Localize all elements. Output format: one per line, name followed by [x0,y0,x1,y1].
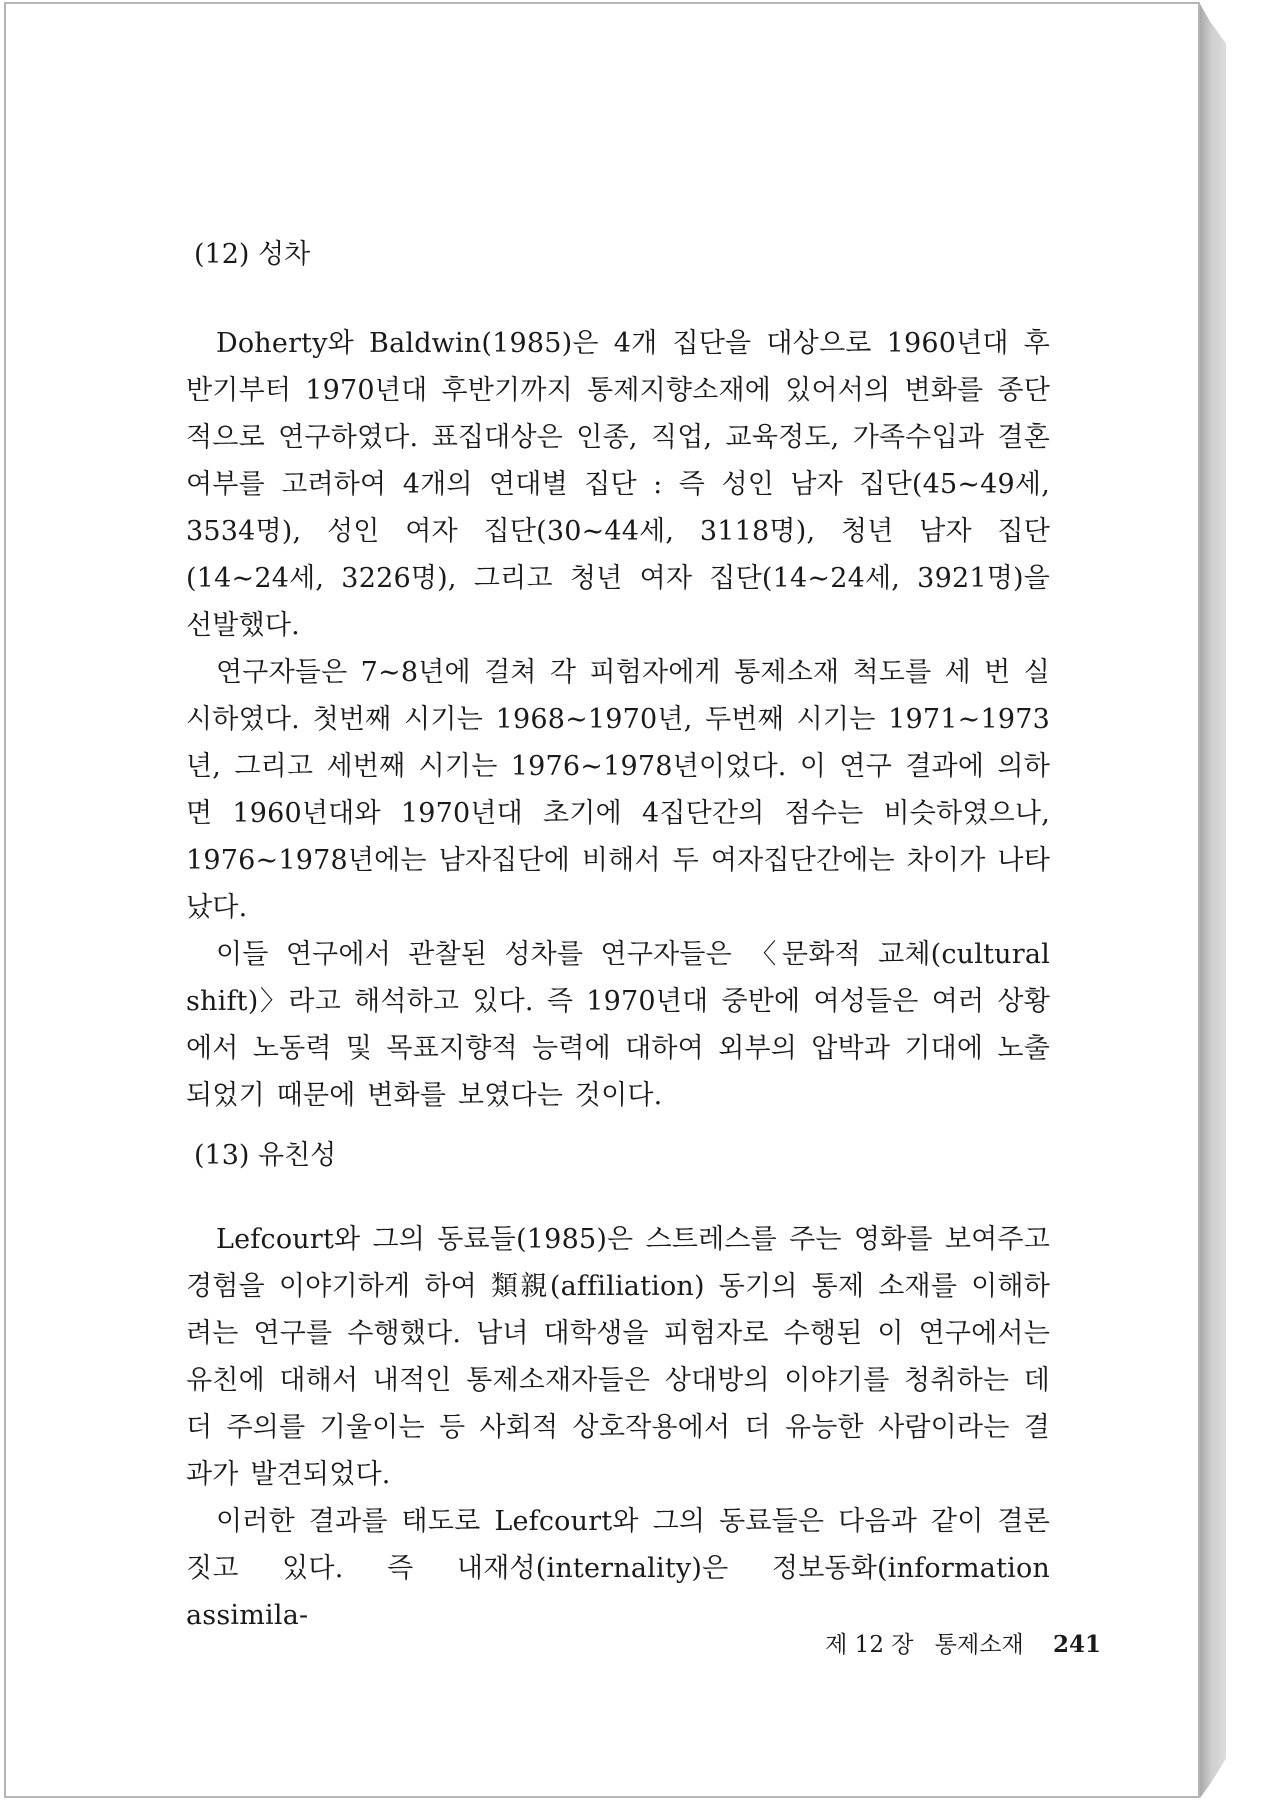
paragraph: 이러한 결과를 태도로 Lefcourt와 그의 동료들은 다음과 같이 결론짓고 있다. 즉 내재성(internality)은 정보동화(information assimila- [186,1506,1050,1631]
paragraph: Lefcourt와 그의 동료들(1985)은 스트레스를 주는 영화를 보여주고 경험을 이야기하게 하여 類親(affiliation) 동기의 통제 소재를 이해하려는 연구를 수행했다. 남녀 대학생을 피험자로 수행된 이 연구에서는 유친에 대해서 내적인 통제소재자들은 상대방의 이야기를 청취하는 데 더 주의를 기울이는 등 사회적 상호작용에서 더 유능한 사람이라는 결과가 발견되었다. [186,1224,1050,1490]
section-body-12 [186,320,1050,1119]
paragraph: 연구자들은 7∼8년에 걸쳐 각 피험자에게 통제소재 척도를 세 번 실시하였다. 첫번째 시기는 1968∼1970년, 두번째 시기는 1971∼1973년, 그리고 세번째 시기는 1976∼1978년이었다. 이 연구 결과에 의하면 1960년대와 1970년대 초기에 4집단간의 점수는 비슷하였으나, 1976∼1978년에는 남자집단에 비해서 두 여자집단간에는 차이가 나타났다. [186,657,1050,923]
page-number: 241 [1052,1631,1101,1658]
paragraph: 이들 연구에서 관찰된 성차를 연구자들은 〈문화적 교체(cultural shift)〉라고 해석하고 있다. 즉 1970년대 중반에 여성들은 여러 상황에서 노동력 및 목표지향적 능력에 대하여 외부의 압박과 기대에 노출되었기 때문에 변화를 보였다는 것이다. [186,939,1050,1111]
section-body-13 [186,1216,1050,1639]
section-heading-13: (13) 유친성 [194,1140,337,1171]
footer-title: 통제소재 [934,1632,1024,1658]
running-footer [811,1626,1101,1659]
footer-chapter: 제 12 장 [825,1632,914,1658]
page-edge-shadow [1200,4,1226,1798]
section-heading-12: (12) 성차 [194,239,311,270]
paragraph: Doherty와 Baldwin(1985)은 4개 집단을 대상으로 1960년대 후반기부터 1970년대 후반기까지 통제지향소재에 있어서의 변화를 종단적으로 연구하였다. 표집대상은 인종, 직업, 교육정도, 가족수입과 결혼 여부를 고려하여 4개의 연대별 집단 : 즉 성인 남자 집단(45∼49세, 3534명), 성인 여자 집단(30∼44세, 3118명), 청년 남자 집단(14∼24세, 3226명), 그리고 청년 여자 집단(14∼24세, 3921명)을 선발했다. [186,328,1050,641]
